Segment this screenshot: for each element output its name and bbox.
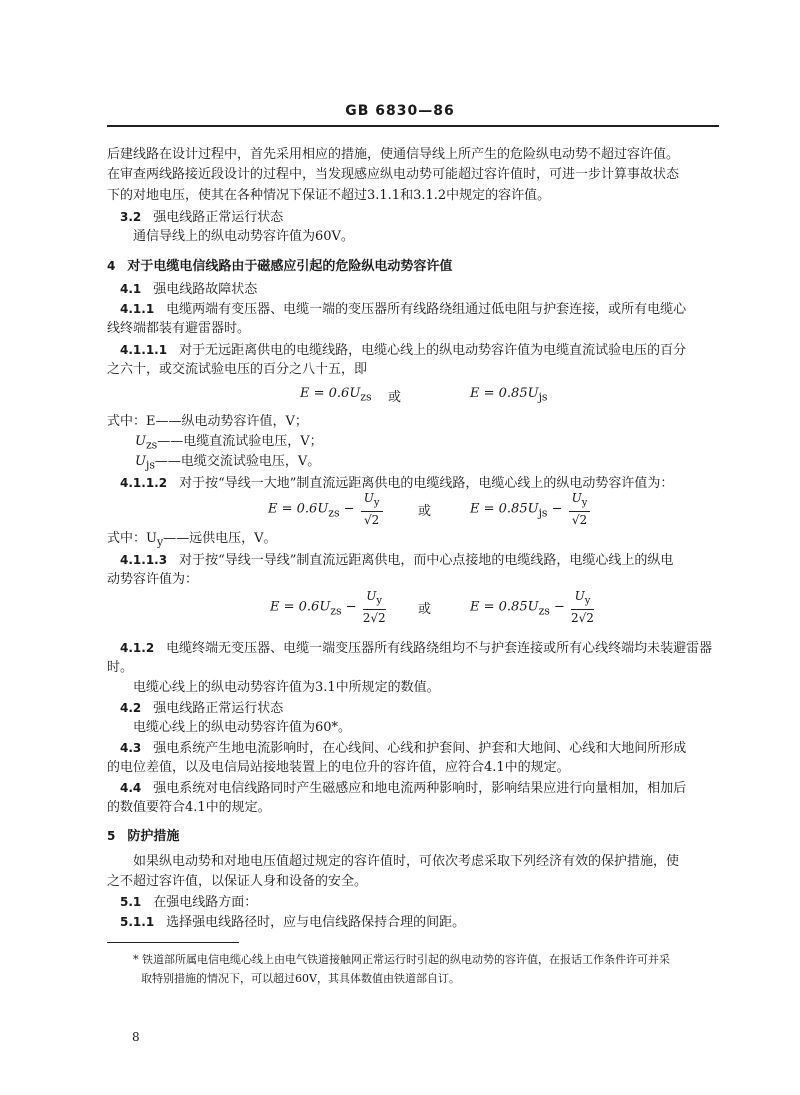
formula-text: U xyxy=(571,491,582,505)
text-line: 电缆心线上的纵电动势容许值为60*。 xyxy=(133,720,352,735)
section-4-1 xyxy=(120,279,257,300)
section-number: 4.1.1.2 xyxy=(120,476,168,490)
formula-subscript: zs xyxy=(360,390,372,404)
formula-subscript: y xyxy=(373,497,380,509)
section-number: 5 xyxy=(107,829,116,843)
section-4-1-1-3 xyxy=(120,550,673,571)
formula-or: 或 xyxy=(418,602,432,617)
fraction-numerator xyxy=(361,490,383,512)
formula-subscript: y xyxy=(581,497,588,509)
formula-text: U xyxy=(366,589,377,603)
section-number: 4.1.1.1 xyxy=(120,343,168,357)
text-line: 之六十，或交流试验电压的百分之八十五，即 xyxy=(107,362,368,377)
text-line: 对于按“导线一导线”制直流远距离供电，而中心点接地的电缆线路，电缆心线上的纵电 xyxy=(179,553,674,568)
fraction-denominator: 2√2 xyxy=(571,611,594,626)
section-number: 4.1.1.3 xyxy=(120,553,168,567)
text-line: 通信导线上的纵电动势容许值为60V。 xyxy=(133,229,354,244)
formula-subscript: zs xyxy=(145,438,158,452)
text-line: ——电缆直流试验电压，V； xyxy=(157,434,323,449)
formula-subscript: zs xyxy=(328,506,340,520)
formula-text: U xyxy=(574,589,585,603)
section-4-1-1 xyxy=(120,299,686,320)
section-title: 防护措施 xyxy=(127,829,180,844)
section-4-1-2 xyxy=(120,638,712,659)
section-number: 4.1.1 xyxy=(120,302,155,316)
fraction xyxy=(361,490,383,528)
formula-subscript: js xyxy=(538,506,548,520)
section-title: 强电线路正常运行状态 xyxy=(153,701,284,716)
text-line: ——远供电压，V。 xyxy=(163,531,277,546)
section-4-4 xyxy=(120,778,686,799)
formula-3-left: $E = 0.6U_{zs}$ − $\frac{U_y}{2√2}$ xyxy=(270,589,386,626)
text-line: 的数值要符合4.1中的规定。 xyxy=(107,800,271,815)
formula-3-right: $E = 0.85U_{zs}$ − $\frac{U_y}{2√2}$ xyxy=(470,589,594,626)
section-5-1-1 xyxy=(120,912,465,933)
section-number: 5.1.1 xyxy=(120,915,155,929)
text-line: 线终端都装有避雷器时。 xyxy=(107,321,251,336)
formula-subscript: zs xyxy=(330,604,342,618)
formula-subscript: y xyxy=(156,535,164,549)
section-number: 3.2 xyxy=(120,210,142,224)
formula-text: U xyxy=(135,434,146,449)
footnote-line: * 铁道部所属电信电缆心线上由电气铁道接触网正常运行时引起的纵电动势的容许值，在报话工作条件许可并采 xyxy=(133,953,670,966)
formula-text: E = 0.85U xyxy=(470,386,539,401)
text-line: 在审查两线路接近段设计的过程中，当发现感应纵电动势可能超过容许值时，可进一步计算事故状态 xyxy=(107,167,680,182)
section-number: 4 xyxy=(107,259,116,273)
formula-text: E = 0.6U xyxy=(300,386,361,401)
formula-subscript: js xyxy=(145,458,155,472)
text-line: 式中：E——纵电动势容许值，V； xyxy=(107,414,308,429)
fraction xyxy=(571,588,594,626)
section-number: 4.1 xyxy=(120,282,142,296)
text-line: 式中：U xyxy=(107,531,157,546)
text-line: 之不超过容许值，以保证人身和设备的安全。 xyxy=(107,874,368,889)
fraction xyxy=(363,588,386,626)
section-4-heading xyxy=(107,255,452,274)
page-number: 8 xyxy=(132,1030,140,1044)
page-header: GB 6830—86 xyxy=(345,103,455,119)
formula-2-right: $E = 0.85U_{js}$ − $\frac{U_y}{√2}$ xyxy=(470,490,592,528)
section-number: 4.1.2 xyxy=(120,641,155,655)
formula-text: U xyxy=(135,454,146,469)
fraction-numerator xyxy=(571,588,594,610)
section-number: 4.4 xyxy=(120,781,142,795)
section-title: 强电线路正常运行状态 xyxy=(153,210,284,225)
text-line: 电缆两端有变压器、电缆一端的变压器所有线路绕组通过低电阻与护套连接，或所有电缆心 xyxy=(166,302,687,317)
text-line: 对于按“导线一大地”制直流远距离供电的电缆线路，电缆心线上的纵电动势容许值为： xyxy=(179,476,674,491)
formula-text: E = 0.85U xyxy=(470,599,539,615)
section-number: 5.1 xyxy=(120,895,142,909)
text-line: 时。 xyxy=(107,660,134,675)
formula-subscript: js xyxy=(538,390,548,404)
text-line: 对于无远距离供电的电缆线路，电缆心线上的纵电动势容许值为电缆直流试验电压的百分 xyxy=(179,343,687,358)
section-5-heading xyxy=(107,825,179,844)
section-title: 强电线路故障状态 xyxy=(153,282,258,297)
formula-or: 或 xyxy=(418,504,432,519)
text-line: 强电系统对电信线路同时产生磁感应和地电流两种影响时，影响结果应进行向量相加，相加后 xyxy=(153,781,687,796)
formula-1-right xyxy=(470,386,547,404)
section-4-2 xyxy=(120,698,283,719)
formula-text: E = 0.85U xyxy=(470,501,539,517)
text-line: 电缆心线上的纵电动势容许值为3.1中所规定的数值。 xyxy=(133,680,440,695)
section-title: 在强电线路方面： xyxy=(153,895,258,910)
formula-text: E = 0.6U xyxy=(270,599,331,615)
formula-2-left: $E = 0.6U_{zs}$ − $\frac{U_y}{√2}$ xyxy=(268,490,385,528)
section-4-3 xyxy=(120,738,686,759)
section-number: 4.2 xyxy=(120,701,142,715)
fraction-numerator xyxy=(363,588,386,610)
formula-1-left xyxy=(300,386,372,404)
fraction xyxy=(569,490,591,528)
footnote-rule xyxy=(107,942,239,943)
section-3-2 xyxy=(120,207,283,228)
text-line: 电缆终端无变压器、电缆一端变压器所有线路绕组均不与护套连接或所有心线终端均未装避雷器 xyxy=(166,641,713,656)
fraction-denominator: 2√2 xyxy=(362,611,386,626)
formula-text: E = 0.6U xyxy=(268,501,329,517)
text-line: 如果纵电动势和对地电压值超过规定的容许值时，可依次考虑采取下列经济有效的保护措施，使 xyxy=(133,854,680,869)
fraction-denominator: √2 xyxy=(363,513,380,528)
text-line: 强电系统产生地电流影响时，在心线间、心线和护套间、护套和大地间、心线和大地间所形成 xyxy=(153,741,687,756)
section-4-1-1-1 xyxy=(120,340,686,361)
footnote-line: 取特别措施的情况下，可以超过60V，其具体数值由铁道部自订。 xyxy=(141,972,460,985)
section-number: 4.3 xyxy=(120,741,142,755)
text-line: 的电位差值，以及电信局站接地装置上的电位升的容许值，应符合4.1中的规定。 xyxy=(107,760,570,775)
text-line: 动势容许值为： xyxy=(107,572,199,587)
fraction-numerator xyxy=(569,490,591,512)
formula-subscript: y xyxy=(584,595,591,607)
text-line: 后建线路在设计过程中，首先采用相应的措施，使通信导线上所产生的危险纵电动势不超过容许值。 xyxy=(107,147,680,162)
formula-subscript: zs xyxy=(538,604,550,618)
text-line: 选择强电线路径时，应与电信线路保持合理的间距。 xyxy=(166,915,466,930)
text-line: 下的对地电压，使其在各种情况下保证不超过3.1.1和3.1.2中规定的容许值。 xyxy=(107,188,551,203)
text-line: ——电缆交流试验电压，V。 xyxy=(154,454,321,469)
section-title: 对于电缆电信线路由于磁感应引起的危险纵电动势容许值 xyxy=(127,259,453,274)
formula-subscript: y xyxy=(376,595,383,607)
fraction-denominator: √2 xyxy=(571,513,588,528)
section-5-1 xyxy=(120,892,257,913)
formula-text: U xyxy=(363,491,374,505)
formula-or: 或 xyxy=(388,390,402,405)
header-rule xyxy=(107,125,719,127)
